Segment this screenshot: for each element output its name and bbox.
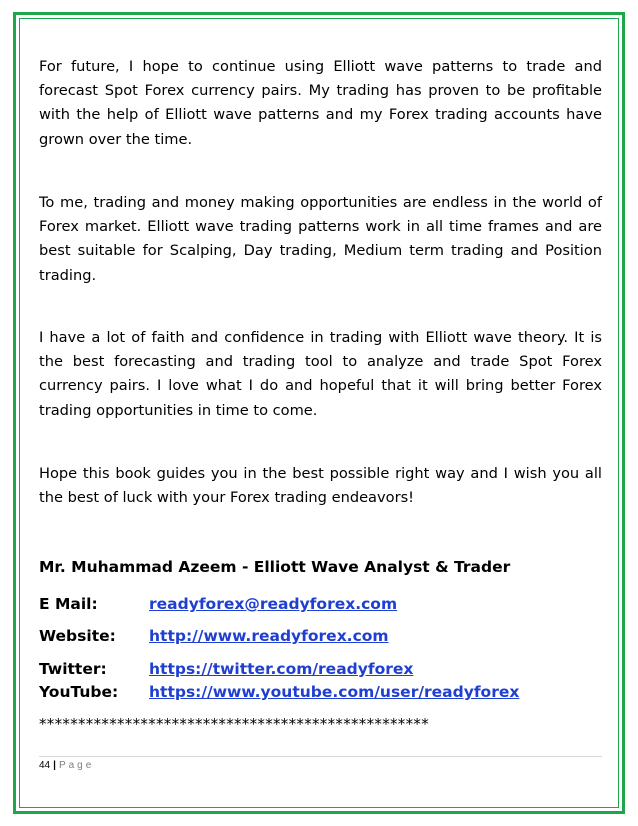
paragraph-faith: I have a lot of faith and confidence in trading with Elliott wave theory. It is the best forecasting and trading tool to analyze and trade Spot Forex currency pairs. I love what I do and hopeful that it will bring better Forex trading opportunities in time to come. [39,329,602,419]
youtube-link[interactable]: https://www.youtube.com/user/readyforex [149,683,520,701]
email-label: E Mail: [39,595,98,613]
website-label: Website: [39,627,116,645]
footer-separator: | [53,760,56,771]
asterisk-separator: ************************************************** [39,715,429,733]
page-footer [39,760,94,771]
website-link[interactable]: http://www.readyforex.com [149,627,389,645]
page-label: Page [58,760,95,771]
footer-divider [39,756,602,757]
youtube-label: YouTube: [39,683,119,701]
paragraph-future: For future, I hope to continue using Elliott wave patterns to trade and forecast Spot Forex currency pairs. My trading has proven to be profitable with the help of Elliott wave patterns and my Forex trading accounts have grown over the time. [39,58,602,148]
twitter-label: Twitter: [39,660,107,678]
paragraph-opportunities: To me, trading and money making opportunities are endless in the world of Forex market. Elliott wave trading patterns work in all time frames and are best suitable for Scalping, Day trading, Medium term trading and Position trading. [39,194,602,284]
author-signature: Mr. Muhammad Azeem - Elliott Wave Analyst & Trader [39,558,511,576]
email-link[interactable]: readyforex@readyforex.com [149,595,398,613]
twitter-link[interactable]: https://twitter.com/readyforex [149,660,414,678]
paragraph-wishes: Hope this book guides you in the best possible right way and I wish you all the best of luck with your Forex trading endeavors! [39,465,602,507]
page-number: 44 [39,760,51,771]
